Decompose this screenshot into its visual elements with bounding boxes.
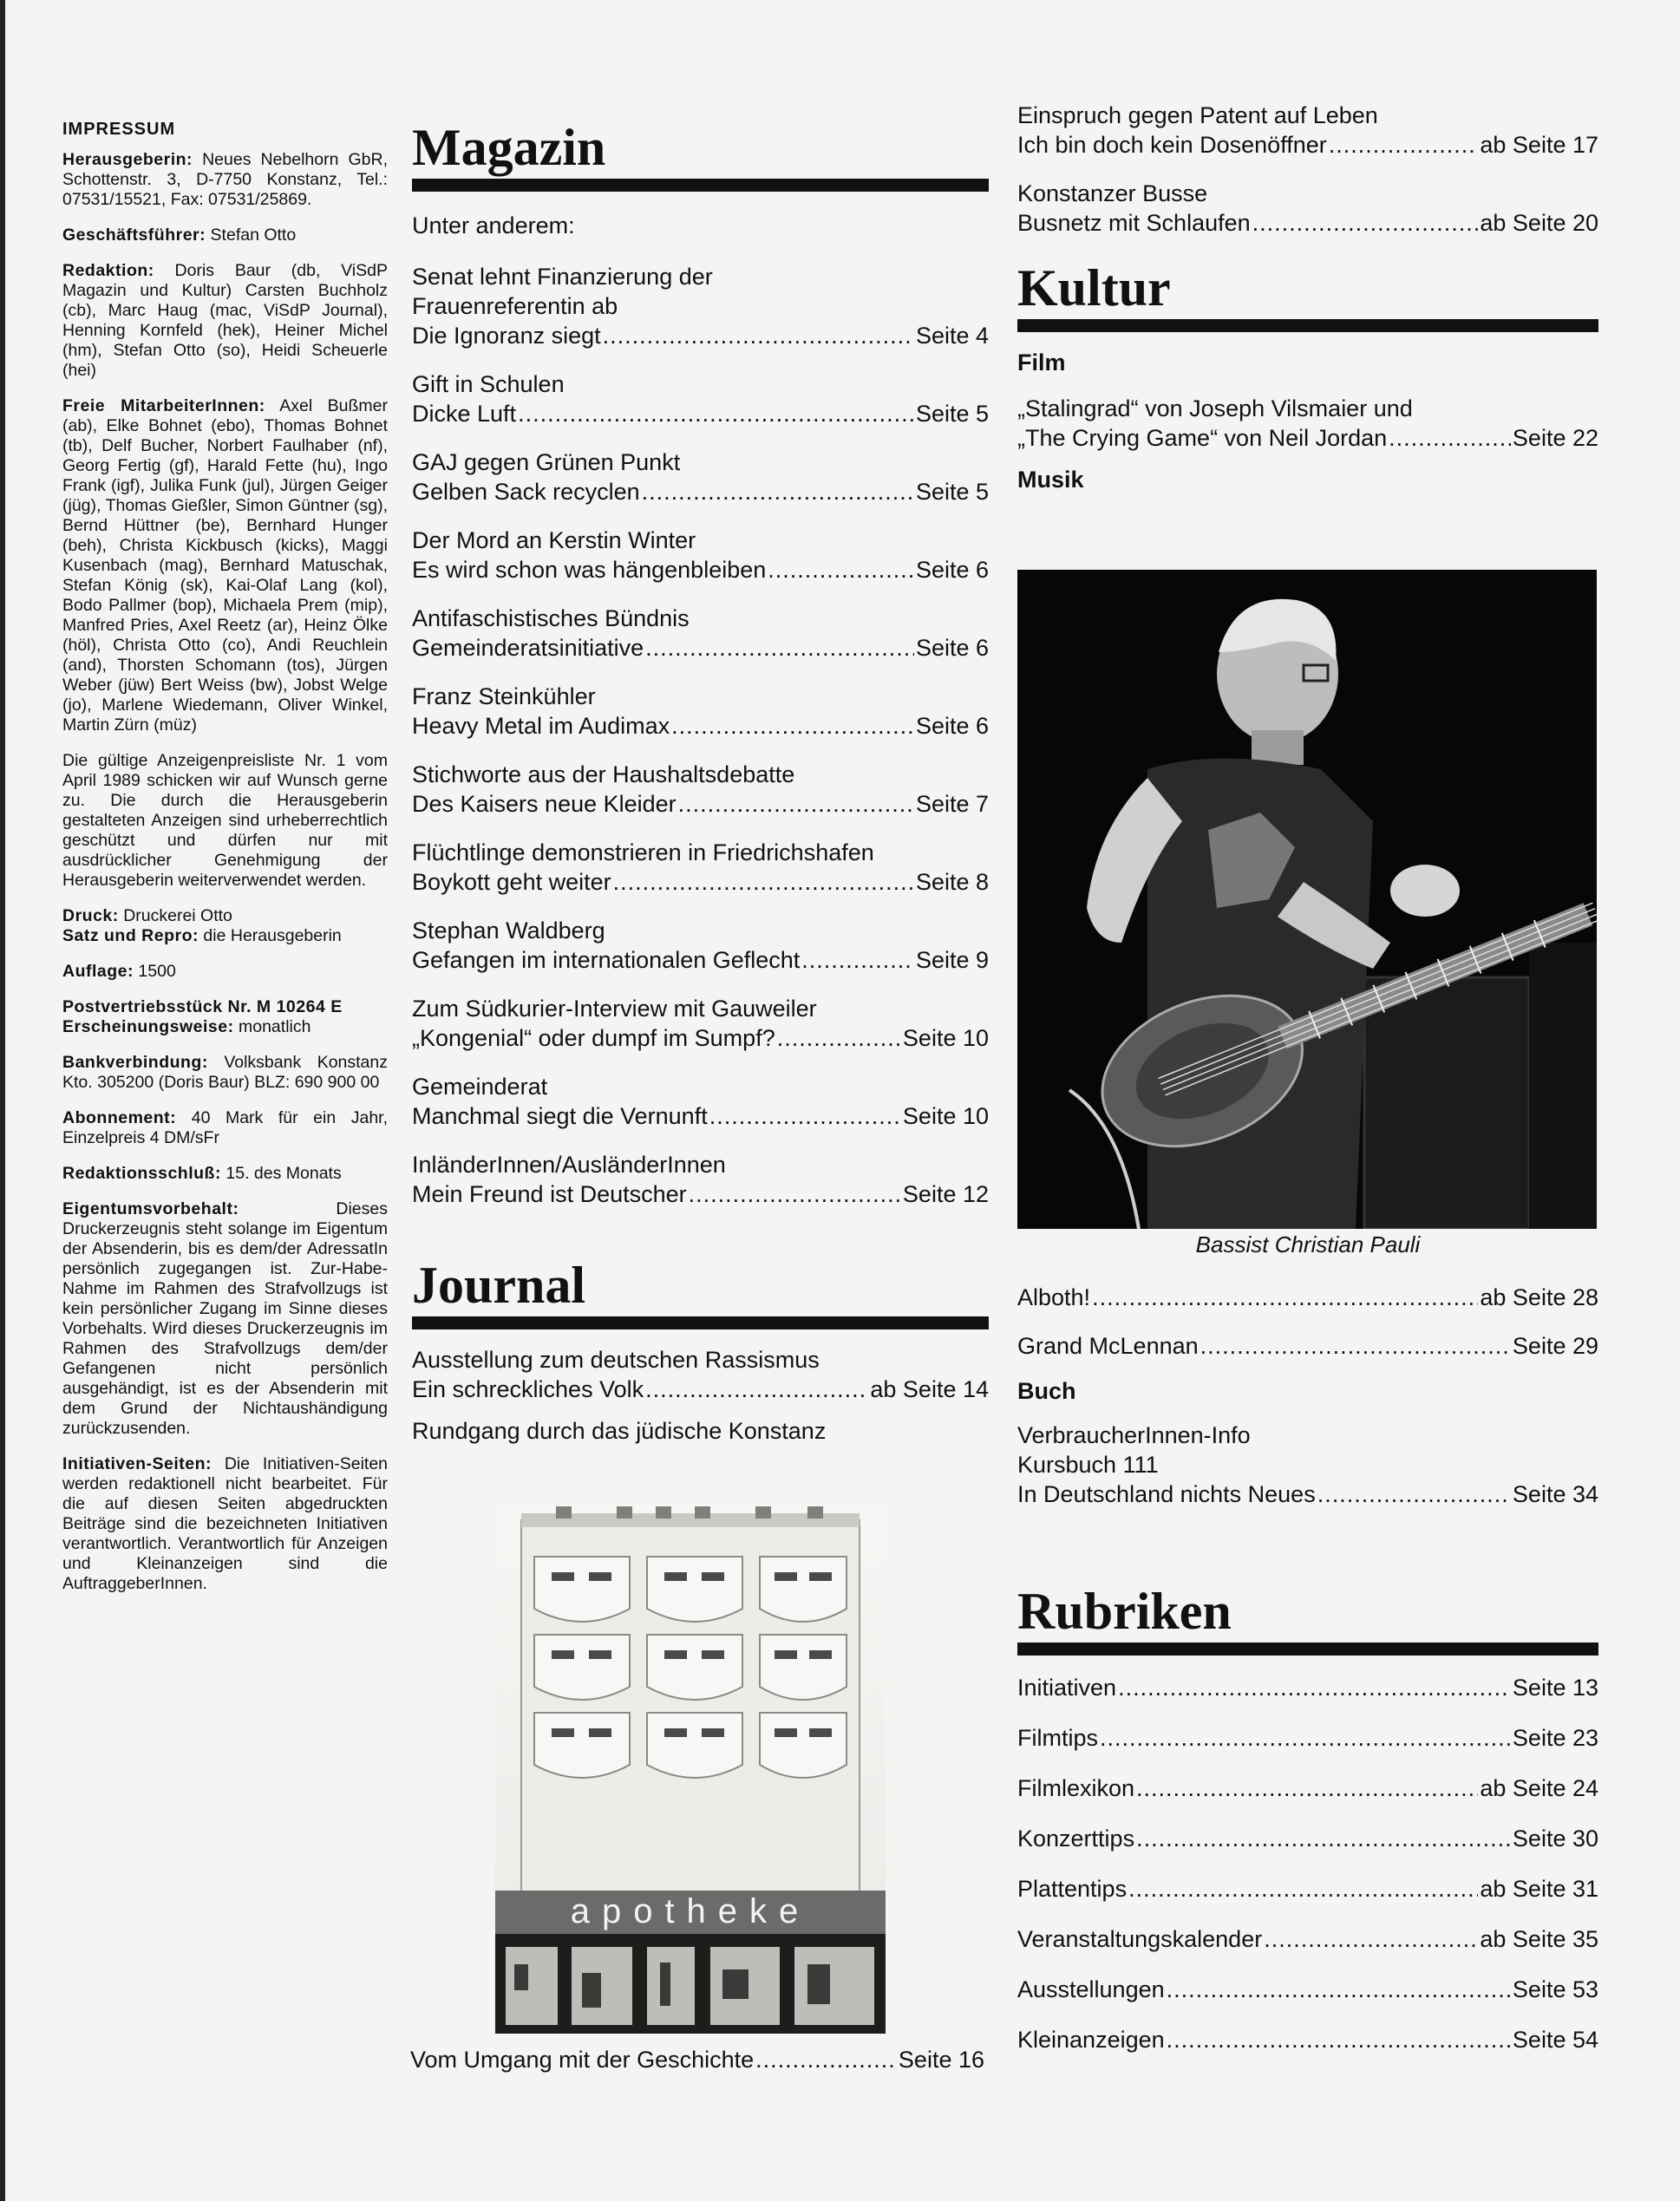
entry-title: Mein Freund ist Deutscher (412, 1181, 687, 1207)
leader-dots (709, 1101, 901, 1131)
magazin-rule (412, 179, 989, 192)
leader-dots (1252, 208, 1479, 238)
impressum-geschaeftsfuehrer: Geschäftsführer: Stefan Otto (62, 225, 297, 245)
kultur-lower (1017, 1231, 1598, 2054)
toc-entry[interactable] (1017, 1874, 1598, 1904)
entry-line (410, 2045, 984, 2074)
musik-label: Musik (1017, 467, 1084, 493)
leader-dots (755, 2045, 897, 2074)
entry-page: Seite 29 (1512, 1333, 1598, 1359)
leader-dots (642, 477, 914, 506)
leader-dots (678, 789, 914, 819)
entry-page: ab Seite 17 (1480, 132, 1598, 158)
entry-page: Seite 16 (898, 2047, 984, 2073)
entry-page: Seite 6 (915, 713, 989, 739)
entry-page: Seite 12 (902, 1181, 989, 1207)
leader-dots (518, 399, 914, 428)
leader-dots (1128, 1874, 1478, 1904)
leader-dots (801, 945, 914, 975)
entry-line (1017, 1723, 1598, 1753)
leader-dots (603, 321, 914, 350)
impressum-title: IMPRESSUM (62, 120, 176, 139)
entry-title: „Kongenial“ oder dumpf im Sumpf? (412, 1025, 775, 1051)
entry-page: Seite 5 (915, 479, 989, 505)
impressum-column (62, 120, 388, 1610)
entry-line (412, 789, 989, 819)
entry-topic: Flüchtlinge demonstrieren in Friedrichshafen (412, 839, 874, 865)
entry-line (412, 555, 989, 585)
leader-dots (768, 555, 914, 585)
entry-topic: Frauenreferentin ab (412, 293, 618, 319)
leader-dots (1092, 1283, 1478, 1312)
right-top-toc (1017, 101, 1598, 238)
entry-title: Filmlexikon (1017, 1775, 1135, 1801)
entry-title: Initiativen (1017, 1675, 1117, 1701)
scan-edge (0, 0, 5, 2201)
leader-dots (1200, 1331, 1511, 1361)
entry-title: Kleinanzeigen (1017, 2027, 1165, 2053)
entry-title: Vom Umgang mit der Geschichte (410, 2047, 755, 2073)
leader-dots (1136, 1824, 1511, 1853)
entry-topic: Rundgang durch das jüdische Konstanz (412, 1418, 827, 1444)
entry-topic: Zum Südkurier-Interview mit Gauweiler (412, 996, 817, 1022)
entry-line (412, 477, 989, 506)
entry-topic: Senat lehnt Finanzierung der (412, 264, 713, 290)
impressum-druck: Druck: Druckerei Otto Satz und Repro: die Herausgeberin (62, 906, 342, 945)
entry-line (412, 1375, 989, 1404)
entry-line (1017, 1773, 1598, 1803)
entry-title: „The Crying Game“ von Neil Jordan (1017, 425, 1388, 451)
entry-topic: InländerInnen/AusländerInnen (412, 1152, 726, 1178)
impressum-postvertrieb: Postvertriebsstück Nr. M 10264 E Erscheinungsweise: monatlich (62, 997, 343, 1036)
toc-entry[interactable] (412, 994, 989, 1053)
entry-title: Des Kaisers neue Kleider (412, 791, 677, 817)
magazin-heading: Magazin (412, 119, 606, 176)
entry-topic: Ausstellung zum deutschen Rassismus (412, 1347, 820, 1373)
toc-entry[interactable] (1017, 1824, 1598, 1853)
entry-topic: Franz Steinkühler (412, 683, 596, 709)
leader-dots (1136, 1773, 1478, 1803)
entry-line (412, 1101, 989, 1131)
entry-line (1017, 130, 1598, 160)
journal-rule (412, 1316, 989, 1329)
kultur-rule (1017, 319, 1598, 332)
toc-entry[interactable] (1017, 179, 1598, 238)
entry-topic: Gift in Schulen (412, 371, 565, 397)
entry-page: Seite 22 (1512, 425, 1598, 451)
entry-topic: GAJ gegen Grünen Punkt (412, 449, 681, 475)
magazin-column (412, 121, 989, 1446)
entry-topic: Stichworte aus der Haushaltsdebatte (412, 761, 795, 787)
entry-title: Plattentips (1017, 1876, 1128, 1902)
impressum-redaktion: Redaktion: Doris Baur (db, ViSdP Magazin und Kultur) Carsten Buchholz (cb), Marc Haug (mac, ViSdP Journal), Henning Kornfeld (hek), Heiner Michel (hm), Stefan Otto (so), Heidi Scheuerle (hei) (62, 261, 388, 380)
entry-page: Seite 13 (1512, 1675, 1598, 1701)
leader-dots (613, 867, 914, 897)
leader-dots (1389, 423, 1511, 453)
leader-dots (1317, 1479, 1511, 1509)
impressum-bank: Bankverbindung: Volksbank Konstanz Kto. 305200 (Doris Baur) BLZ: 690 900 00 (62, 1053, 388, 1092)
entry-line (412, 399, 989, 428)
entry-line (412, 1179, 989, 1209)
entry-page: ab Seite 31 (1480, 1876, 1598, 1902)
entry-page: ab Seite 28 (1480, 1284, 1598, 1310)
entry-line (412, 711, 989, 741)
leader-dots (1167, 1975, 1511, 2004)
entry-title: Veranstaltungskalender (1017, 1926, 1263, 1952)
apotheke-sign: apotheke (570, 1892, 811, 1930)
entry-page: Seite 10 (902, 1103, 989, 1129)
toc-entry[interactable] (1017, 2025, 1598, 2054)
entry-line (412, 633, 989, 663)
entry-page: Seite 10 (902, 1025, 989, 1051)
leader-dots (1100, 1723, 1511, 1753)
toc-entry[interactable] (1017, 101, 1598, 160)
entry-page: Seite 7 (915, 791, 989, 817)
film-label: Film (1017, 349, 1066, 376)
toc-entry[interactable] (412, 916, 989, 975)
leader-dots (689, 1179, 901, 1209)
toc-entry[interactable] (412, 604, 989, 663)
toc-entry[interactable] (412, 1150, 989, 1209)
rubriken-heading: Rubriken (1017, 1583, 1232, 1640)
entry-title: Heavy Metal im Audimax (412, 713, 670, 739)
bassist-photo (1017, 570, 1597, 1229)
magazin-toc (412, 262, 989, 1209)
entry-topic: Antifaschistisches Bündnis (412, 605, 690, 631)
kultur-heading: Kultur (1017, 259, 1171, 317)
entry-page: Seite 8 (915, 869, 989, 895)
entry-line (1017, 1824, 1598, 1853)
entry-line (412, 945, 989, 975)
building-illustration (495, 1505, 886, 2034)
toc-entry[interactable] (1017, 1924, 1598, 1954)
leader-dots (1264, 1924, 1478, 1954)
impressum-abo: Abonnement: 40 Mark für ein Jahr, Einzelpreis 4 DM/sFr (62, 1108, 389, 1147)
entry-topic: Der Mord an Kerstin Winter (412, 527, 696, 553)
impressum-herausgeberin: Herausgeberin: Neues Nebelhorn GbR, Schottenstr. 3, D-7750 Konstanz, Tel.: 07531/15521, Fax: 07531/25869. (62, 150, 388, 209)
entry-line (1017, 1673, 1598, 1702)
impressum-mitarbeiter: Freie MitarbeiterInnen: Axel Bußmer (ab), Elke Bohnet (ebo), Thomas Bohnet (tb), Delf Bucher, Norbert Faulhaber (nf), Georg Fertig (gf), Harald Fette (hu), Ingo Frank (igf), Julika Funk (jul), Jürgen Geiger (jüg), Thomas Gießler, Simon Güntner (sg), Bernd Hüttner (be), Bernhard Hunger (beh), Christa Kickbusch (kicks), Maggi Kusenbach (mag), Bernhard Matuschak, Stefan König (sk), Kai-Olaf Lang (kol), Bodo Pallmer (bop), Michaela Prem (mip), Manfred Pries, Axel Reetz (ar), Heinz Ölke (höl), Christa Otto (co), Andi Reuchlein (and), Thorsten Schomann (tos), Jürgen Weber (jüw) Bert Weiss (bw), Jobst Welge (jo), Marlene Wiedemann, Oliver Winkel, Martin Zürn (müz) (62, 396, 388, 735)
entry-topic: Stephan Waldberg (412, 918, 605, 944)
entry-topic: Gemeinderat (412, 1074, 548, 1100)
entry-line (412, 1023, 989, 1053)
bassist-illustration (1017, 570, 1597, 1229)
entry-title: Manchmal siegt die Vernunft (412, 1103, 708, 1129)
entry-title: Dicke Luft (412, 401, 517, 427)
impressum-eigentumsvorbehalt: Eigentumsvorbehalt: Dieses Druckerzeugnis steht solange im Eigentum der Absenderin, bis es dem/der AdressatIn persönlich zugegangen ist. Zur-Habe-Nahme im Rahmen des Strafvollzugs ist kein persönlicher Zugang im Sinne dieses Vorbehalts. Wird dieses Druckerzeugnis im Rahmen des Strafvollzugs dem/der Gefangenen nicht persönlich ausgehändigt, ist es der Absenderin mit dem Grund der Nichtaushändigung zurückzusenden. (62, 1199, 388, 1438)
musik-toc (1017, 1283, 1598, 1361)
entry-page: Seite 30 (1512, 1825, 1598, 1852)
toc-entry[interactable] (412, 760, 989, 819)
journal-heading: Journal (412, 1257, 586, 1314)
entry-line (1017, 2025, 1598, 2054)
entry-title: Ausstellungen (1017, 1976, 1165, 2002)
entry-title: Gelben Sack recyclen (412, 479, 640, 505)
magazin-intro: Unter anderem: (412, 212, 575, 238)
entry-topic: Einspruch gegen Patent auf Leben (1017, 102, 1378, 128)
building-photo (495, 1505, 886, 2034)
entry-page: Seite 9 (915, 947, 989, 973)
entry-title: Filmtips (1017, 1725, 1098, 1751)
right-column (1017, 102, 1598, 493)
toc-entry[interactable] (412, 682, 989, 741)
leader-dots (1329, 130, 1479, 160)
entry-line (1017, 1331, 1598, 1361)
toc-entry[interactable] (1017, 1283, 1598, 1312)
entry-page: Seite 5 (915, 401, 989, 427)
toc-entry[interactable] (1017, 1331, 1598, 1361)
entry-page: ab Seite 24 (1480, 1775, 1598, 1801)
entry-page: Seite 4 (915, 323, 989, 349)
entry-page: Seite 6 (915, 557, 989, 583)
rubriken-rule (1017, 1643, 1598, 1656)
entry-title: Busnetz mit Schlaufen (1017, 210, 1251, 236)
entry-title: Ich bin doch kein Dosenöffner (1017, 132, 1327, 158)
entry-title: Gefangen im internationalen Geflecht (412, 947, 801, 973)
entry-line (412, 867, 989, 897)
entry-page: Seite 54 (1512, 2027, 1598, 2053)
entry-page: Seite 34 (1512, 1481, 1598, 1507)
entry-page: Seite 53 (1512, 1976, 1598, 2002)
toc-entry[interactable] (412, 447, 989, 506)
buch-label: Buch (1017, 1378, 1076, 1404)
journal-entry[interactable] (412, 1345, 989, 1404)
leader-dots (777, 1023, 901, 1053)
entry-line (412, 321, 989, 350)
toc-entry[interactable] (412, 262, 989, 350)
toc-entry[interactable] (1017, 1673, 1598, 1702)
entry-title: In Deutschland nichts Neues (1017, 1481, 1316, 1507)
entry-line (1017, 1283, 1598, 1312)
rubriken-toc (1017, 1673, 1598, 2054)
journal-entry[interactable] (412, 1416, 989, 1446)
entry-title: Gemeinderatsinitiative (412, 635, 644, 661)
entry-title: Grand McLennan (1017, 1333, 1199, 1359)
leader-dots (1118, 1673, 1511, 1702)
entry-topic-2: Kursbuch 111 (1017, 1452, 1159, 1478)
entry-line (1017, 423, 1598, 453)
entry-line (1017, 1975, 1598, 2004)
toc-entry[interactable] (412, 526, 989, 585)
entry-page: Seite 23 (1512, 1725, 1598, 1751)
toc-entry[interactable] (1017, 1975, 1598, 2004)
buch-entry[interactable] (1017, 1421, 1598, 1509)
photo-caption: Bassist Christian Pauli (1195, 1231, 1421, 1257)
leader-dots (645, 1375, 868, 1404)
journal-last-entry[interactable] (410, 2045, 984, 2074)
toc-entry[interactable] (412, 838, 989, 897)
toc-entry[interactable] (1017, 1723, 1598, 1753)
entry-page: Seite 6 (915, 635, 989, 661)
entry-line (1017, 208, 1598, 238)
entry-page: ab Seite 14 (870, 1376, 989, 1402)
entry-title: Ein schreckliches Volk (412, 1376, 644, 1402)
impressum-auflage: Auflage: 1500 (62, 962, 176, 981)
entry-title: Die Ignoranz siegt (412, 323, 601, 349)
entry-line (1017, 1874, 1598, 1904)
entry-topic: Konstanzer Busse (1017, 180, 1208, 206)
entry-topic: „Stalingrad“ von Joseph Vilsmaier und (1017, 395, 1413, 421)
entry-title: Boykott geht weiter (412, 869, 611, 895)
entry-title: Alboth! (1017, 1284, 1091, 1310)
entry-title: Es wird schon was hängenbleiben (412, 557, 767, 583)
impressum-anzeigen: Die gültige Anzeigenpreisliste Nr. 1 vom April 1989 schicken wir auf Wunsch gerne zu. Die durch die Herausgeberin gestalteten Anzeigen sind urheberrechtlich geschützt und dürfen nur mit ausdrücklicher Genehmigung der Herausgeberin weiterverwendet werden. (62, 751, 388, 890)
leader-dots (645, 633, 914, 663)
toc-entry[interactable] (1017, 1773, 1598, 1803)
impressum-initiativen: Initiativen-Seiten: Die Initiativen-Seiten werden redaktionell nicht bearbeitet. Für die auf diesen Seiten abgedruckten Beiträge sind die bezeichneten Initiativen verantwortlich. Verantwortlich für Anzeigen und Kleinanzeigen sind die AuftraggeberInnen. (62, 1454, 389, 1593)
impressum-redaktionsschluss: Redaktionsschluß: 15. des Monats (62, 1164, 342, 1183)
toc-entry[interactable] (412, 1072, 989, 1131)
entry-page: ab Seite 35 (1480, 1926, 1598, 1952)
entry-title: Konzerttips (1017, 1825, 1135, 1852)
toc-entry[interactable] (412, 369, 989, 428)
film-entry[interactable] (1017, 394, 1598, 453)
entry-line (1017, 1479, 1598, 1509)
leader-dots (671, 711, 914, 741)
entry-line (1017, 1924, 1598, 1954)
leader-dots (1167, 2025, 1511, 2054)
entry-page: ab Seite 20 (1480, 210, 1598, 236)
entry-topic: VerbraucherInnen-Info (1017, 1422, 1251, 1448)
